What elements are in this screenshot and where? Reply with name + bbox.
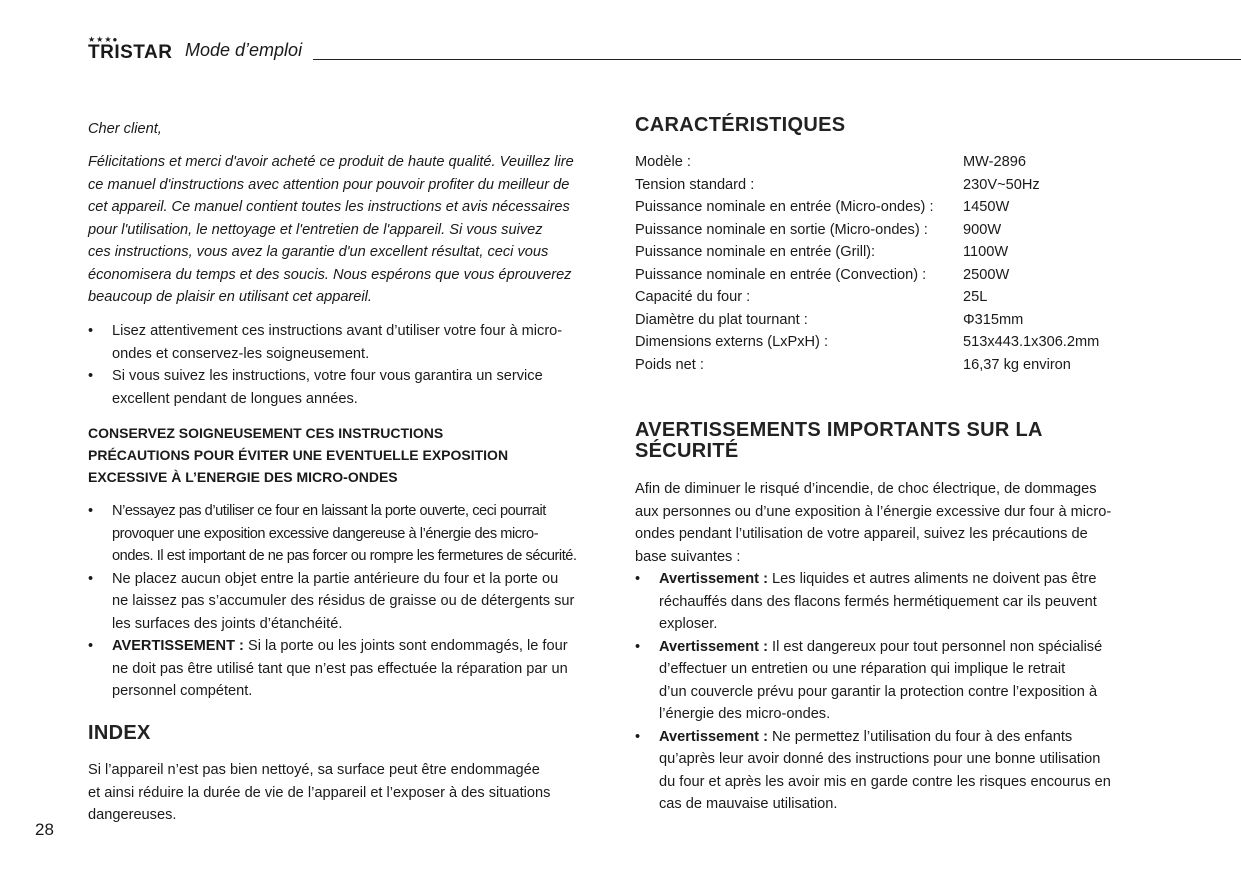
bullet-text: réchauffés dans des flacons fermés hermétiquement car ils peuvent	[659, 593, 1097, 610]
spec-value: 1450W	[963, 199, 1010, 215]
spec-value: 16,37 kg environ	[963, 356, 1071, 373]
bullet-line	[112, 343, 562, 366]
bullet-item	[88, 568, 577, 636]
spec-row	[635, 196, 1099, 219]
safety-bullets	[635, 568, 1111, 816]
spec-value: 25L	[963, 289, 988, 305]
spec-value: 513x443.1x306.2mm	[963, 334, 1100, 350]
text-line: EXCESSIVE À L’ENERGIE DES MICRO-ONDES	[88, 469, 398, 485]
spec-row	[635, 219, 1099, 242]
header-rule	[313, 59, 1241, 60]
spec-row	[635, 264, 1099, 287]
bullet-text: Si vous suivez les instructions, votre four vous garantira un service	[112, 368, 543, 384]
page-number: 28	[35, 820, 54, 839]
bullet-line	[112, 523, 577, 546]
bullet-dot-icon: •	[635, 571, 641, 587]
bullet-dot-icon: •	[88, 638, 94, 654]
bullet-text: ne doit pas être utilisé tant que n’est pas effectuée la réparation par un	[112, 660, 568, 677]
bullet-line	[659, 793, 1111, 816]
text-line: CONSERVEZ SOIGNEUSEMENT CES INSTRUCTIONS	[88, 425, 444, 441]
tristar-logo	[88, 36, 172, 62]
bullet-line	[112, 680, 577, 703]
text-line: Si l’appareil n’est pas bien nettoyé, sa surface peut être endommagée	[88, 762, 540, 778]
text-line: Félicitations et merci d'avoir acheté ce produit de haute qualité. Veuillez lire	[88, 154, 574, 170]
bullet-line	[659, 748, 1111, 771]
spec-value: 900W	[963, 221, 1002, 238]
bullet-dot-icon: •	[635, 728, 641, 745]
bullet-line	[659, 568, 1111, 591]
text-line: beaucoup de plaisir en utilisant cet appareil.	[88, 289, 372, 305]
text-line: AVERTISSEMENTS IMPORTANTS SUR LA	[635, 419, 1043, 441]
bullet-line	[112, 658, 577, 681]
bullet-text: ondes. Il est important de ne pas forcer ou rompre les fermetures de sécurité.	[112, 548, 577, 564]
spec-value: MW-2896	[963, 154, 1026, 170]
bullet-text: personnel compétent.	[112, 683, 253, 699]
bullet-line	[659, 591, 1111, 614]
bullet-text: ondes et conservez-les soigneusement.	[112, 345, 370, 362]
spec-row	[635, 286, 1099, 309]
spec-row	[635, 354, 1099, 377]
bullet-bold-label: Avertissement :	[659, 571, 768, 587]
bullet-line	[659, 703, 1111, 726]
spec-label: Capacité du four :	[635, 289, 751, 305]
header-title: Mode d’emploi	[185, 40, 303, 60]
bullet-text: ne laissez pas s’accumuler des résidus de graisse ou de détergents sur	[112, 593, 575, 609]
spec-label: Diamètre du plat tournant :	[635, 311, 808, 328]
spec-row	[635, 174, 1099, 197]
text-line: ondes pendant l’utilisation de votre appareil, suivez les précautions de	[635, 526, 1088, 542]
bullet-text: d’un couvercle prévu pour garantir la protection contre l’exposition à	[659, 683, 1098, 700]
bullet-bold-label: Avertissement :	[659, 728, 768, 745]
bullet-item	[88, 320, 562, 365]
spec-label: Puissance nominale en entrée (Grill):	[635, 244, 876, 260]
spec-title: CARACTÉRISTIQUES	[635, 114, 846, 136]
bullet-line	[112, 500, 577, 523]
bullet-line	[112, 635, 577, 658]
bullet-line	[659, 726, 1111, 749]
logo-stars: ★★★●	[88, 35, 119, 44]
bullet-line	[112, 365, 562, 388]
spec-value: 230V~50Hz	[963, 176, 1040, 193]
text-line: économisera du temps et des soucis. Nous espérons que vous éprouverez	[88, 266, 572, 283]
intro-paragraph	[88, 151, 574, 309]
spec-label: Poids net :	[635, 356, 704, 373]
bullet-text: Lisez attentivement ces instructions avant d’utiliser votre four à micro-	[112, 323, 563, 339]
bullet-line	[659, 613, 1111, 636]
safety-title	[635, 420, 1043, 462]
bullet-text: les surfaces des joints d’étanchéité.	[112, 615, 343, 632]
spec-label: Puissance nominale en entrée (Micro-ondes) :	[635, 199, 934, 215]
spec-row	[635, 241, 1099, 264]
bullet-text: Ne placez aucun objet entre la partie antérieure du four et la porte ou	[112, 570, 559, 587]
spec-label: Modèle :	[635, 154, 691, 170]
bullet-dot-icon: •	[88, 368, 94, 384]
bullet-text: cas de mauvaise utilisation.	[659, 796, 838, 812]
text-line: base suivantes :	[635, 548, 741, 565]
bullet-line	[112, 388, 562, 411]
bullet-item	[88, 500, 577, 568]
greeting: Cher client,	[88, 121, 162, 137]
bullet-line	[112, 613, 577, 636]
safety-intro	[635, 478, 1111, 568]
bullet-text: exploser.	[659, 616, 718, 632]
bullet-line	[659, 658, 1111, 681]
bullet-text: excellent pendant de longues années.	[112, 390, 358, 407]
bullet-text: qu’après leur avoir donné des instructions pour une bonne utilisation	[659, 751, 1101, 767]
bullet-line	[659, 681, 1111, 704]
logo-brand: TRISTAR	[88, 42, 173, 63]
text-line: PRÉCAUTIONS POUR ÉVITER UNE EVENTUELLE EXPOSITION	[88, 447, 509, 463]
spec-value: 2500W	[963, 266, 1010, 283]
text-line: cet appareil. Ce manuel contient toutes les instructions et avis nécessaires	[88, 199, 570, 215]
spec-label: Puissance nominale en entrée (Convection) :	[635, 266, 927, 283]
text-line: Afin de diminuer le risqué d’incendie, de choc électrique, de dommages	[635, 481, 1097, 497]
index-paragraph	[88, 759, 550, 827]
bullet-text: N’essayez pas d’utiliser ce four en laissant la porte ouverte, ceci pourrait	[112, 503, 546, 519]
bullet-dot-icon: •	[635, 638, 641, 655]
bullet-text: l’énergie des micro-ondes.	[659, 706, 831, 722]
spec-label: Puissance nominale en sortie (Micro-ondes) :	[635, 221, 928, 238]
bullet-item	[88, 635, 577, 703]
bullet-dot-icon: •	[88, 570, 94, 587]
text-line: ce manuel d'instructions avec attention pour pouvoir profiter du meilleur de	[88, 176, 570, 193]
bullet-text: provoquer une exposition excessive dangereuse à l’énergie des micro-	[112, 525, 539, 542]
warning-bullets	[88, 500, 577, 703]
bullet-dot-icon: •	[88, 503, 93, 519]
text-line: SÉCURITÉ	[635, 440, 739, 462]
text-line: ces instructions, vous avez la garantie d'un excellent résultat, ceci vous	[88, 244, 549, 260]
bullet-item	[88, 365, 562, 410]
text-line: dangereuses.	[88, 807, 177, 823]
bullet-line	[112, 545, 577, 568]
bullet-line	[112, 590, 577, 613]
spec-row	[635, 331, 1099, 354]
bullet-dot-icon: •	[88, 323, 94, 339]
index-title: INDEX	[88, 722, 151, 744]
intro-bullets	[88, 320, 562, 410]
bullet-item	[635, 568, 1111, 636]
text-line: et ainsi réduire la durée de vie de l’appareil et l’exposer à des situations	[88, 784, 551, 801]
spec-row	[635, 151, 1099, 174]
bullet-text: Si la porte ou les joints sont endommagés, le four	[243, 638, 568, 654]
spec-value: 1100W	[963, 244, 1009, 260]
bullet-line	[659, 771, 1111, 794]
bullet-bold-label: AVERTISSEMENT :	[112, 638, 244, 654]
spec-table	[635, 151, 1099, 376]
bullet-text: du four et après les avoir mis en garde contre les risques encourus en	[659, 773, 1111, 790]
bullet-item	[635, 636, 1111, 726]
bullet-text: Ne permettez l’utilisation du four à des enfants	[767, 728, 1073, 745]
spec-row	[635, 309, 1099, 332]
bullet-bold-label: Avertissement :	[659, 638, 768, 655]
bullet-text: d’effectuer un entretien ou une réparation qui implique le retrait	[659, 661, 1066, 677]
bullet-item	[635, 726, 1111, 816]
bullet-text: Les liquides et autres aliments ne doivent pas être	[767, 571, 1097, 587]
spec-label: Tension standard :	[635, 176, 755, 193]
text-line: aux personnes ou d’une exposition à l’énergie excessive dur four à micro-	[635, 503, 1112, 520]
bullet-line	[659, 636, 1111, 659]
text-line: pour l'utilisation, le nettoyage et l'entretien de l'appareil. Si vous suivez	[88, 221, 543, 238]
spec-value: Φ315mm	[963, 311, 1024, 328]
warning-heading	[88, 422, 508, 488]
bullet-line	[112, 320, 562, 343]
spec-label: Dimensions externs (LxPxH) :	[635, 334, 829, 350]
bullet-text: Il est dangereux pour tout personnel non spécialisé	[767, 638, 1103, 655]
bullet-line	[112, 568, 577, 591]
